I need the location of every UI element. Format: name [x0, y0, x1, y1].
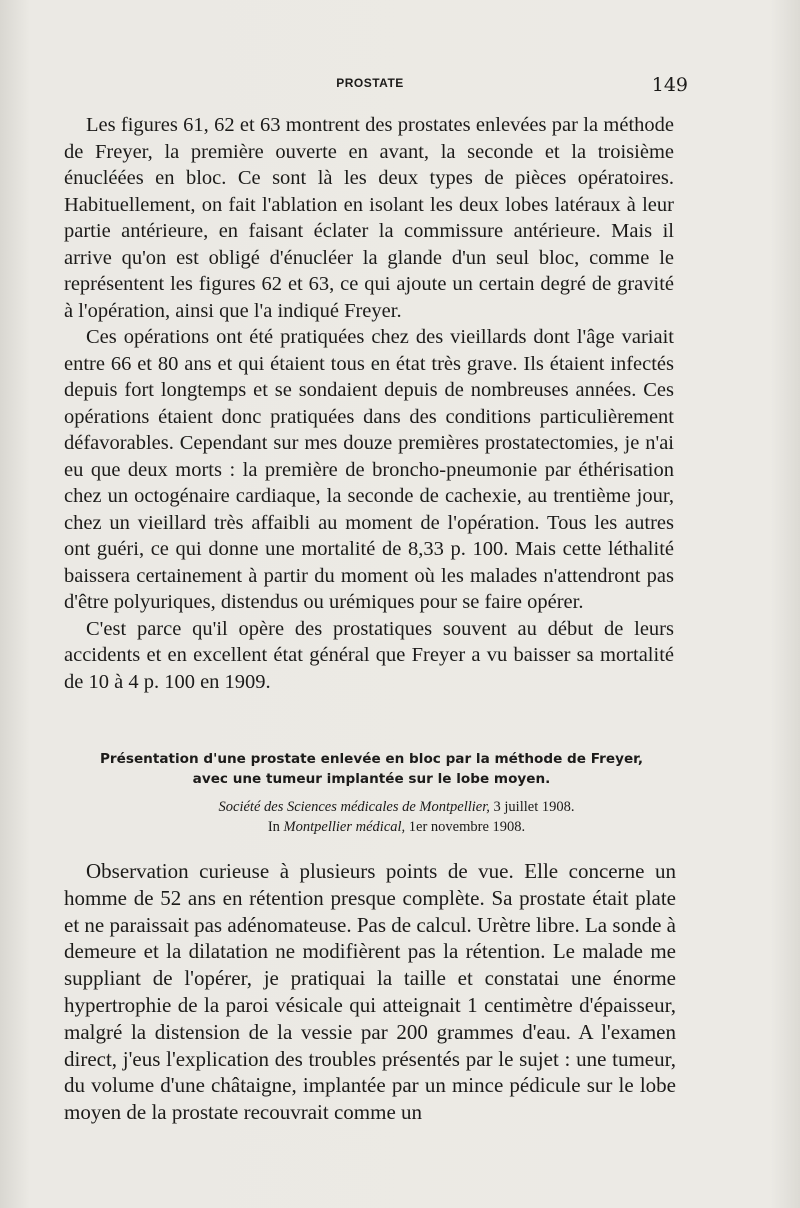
- paragraph: Les figures 61, 62 et 63 montrent des prostates enlevées par la méthode de Freyer, la première ouverte en avant, la seconde et la troisième énucléées en bloc. Ce sont là les deux types de pièces opératoires. Habituellement, on fait l'ablation en isolant les deux lobes latéraux à leur partie antérieure, en faisant éclater la commissure antérieure. Mais il arrive qu'on est obligé d'énucléer la glande d'un seul bloc, comme le représentent les figures 62 et 63, ce qui ajoute un certain degré de gravité à l'opération, ainsi que l'a indiqué Freyer.: [64, 114, 674, 322]
- page-number: 149: [651, 74, 688, 96]
- section-heading-line: Présentation d'une prostate enlevée en bloc par la méthode de Freyer,: [99, 751, 644, 767]
- section-heading: [64, 749, 679, 789]
- paragraph: Observation curieuse à plusieurs points de vue. Elle concerne un homme de 52 ans en rétention presque complète. Sa prostate était plate et ne paraissait pas adénomateuse. Pas de calcul. Urètre libre. La sonde à demeure et la dilatation ne modifièrent pas la rétention. Le malade me suppliant de l'opérer, je pratiquai la taille et constatai une énorme hypertrophie de la paroi vésicale qui atteignait 1 centimètre d'épaisseur, malgré la distension de la vessie par 200 grammes d'eau. A l'examen direct, j'eus l'explication des troubles présentés par le sujet : une tumeur, du volume d'une châtaigne, implantée par un mince pédicule sur le lobe moyen de la prostate recouvrait comme un: [64, 859, 676, 1125]
- running-title: PROSTATE: [336, 76, 404, 90]
- observation-text: [64, 858, 676, 1126]
- section-heading-line: avec une tumeur implantée sur le lobe moyen.: [192, 771, 551, 787]
- citation-date: 3 juillet 1908.: [493, 799, 575, 815]
- citation-in: In: [267, 819, 280, 835]
- body-text: [64, 112, 674, 695]
- citation-journal-date: 1er novembre 1908.: [408, 819, 526, 835]
- citation-society: Société des Sciences médicales de Montpellier,: [218, 799, 490, 815]
- section-block: [64, 749, 679, 837]
- paragraph: C'est parce qu'il opère des prostatiques souvent au début de leurs accidents et en excellent état général que Freyer a vu baisser sa mortalité de 10 à 4 p. 100 en 1909.: [64, 617, 674, 693]
- running-head: [0, 74, 800, 98]
- citation: [64, 797, 679, 837]
- citation-journal: Montpellier médical,: [283, 819, 406, 835]
- paragraph: Ces opérations ont été pratiquées chez des vieillards dont l'âge variait entre 66 et 80 ans et qui étaient tous en état très grave. Ils étaient infectés depuis fort longtemps et se sondaient depuis de nombreuses années. Ces opérations étaient donc pratiquées dans des conditions particulièrement défavorables. Cependant sur mes douze premières prostatectomies, je n'ai eu que deux morts : la première de broncho-pneumonie par éthérisation chez un octogénaire cardiaque, la seconde de cachexie, au trentième jour, chez un vieillard très affaibli au moment de l'opération. Tous les autres ont guéri, ce qui donne une mortalité de 8,33 p. 100. Mais cette léthalité baissera certainement à partir du moment où les malades n'attendront pas d'être polyuriques, distendus ou urémiques pour se faire opérer.: [64, 326, 674, 613]
